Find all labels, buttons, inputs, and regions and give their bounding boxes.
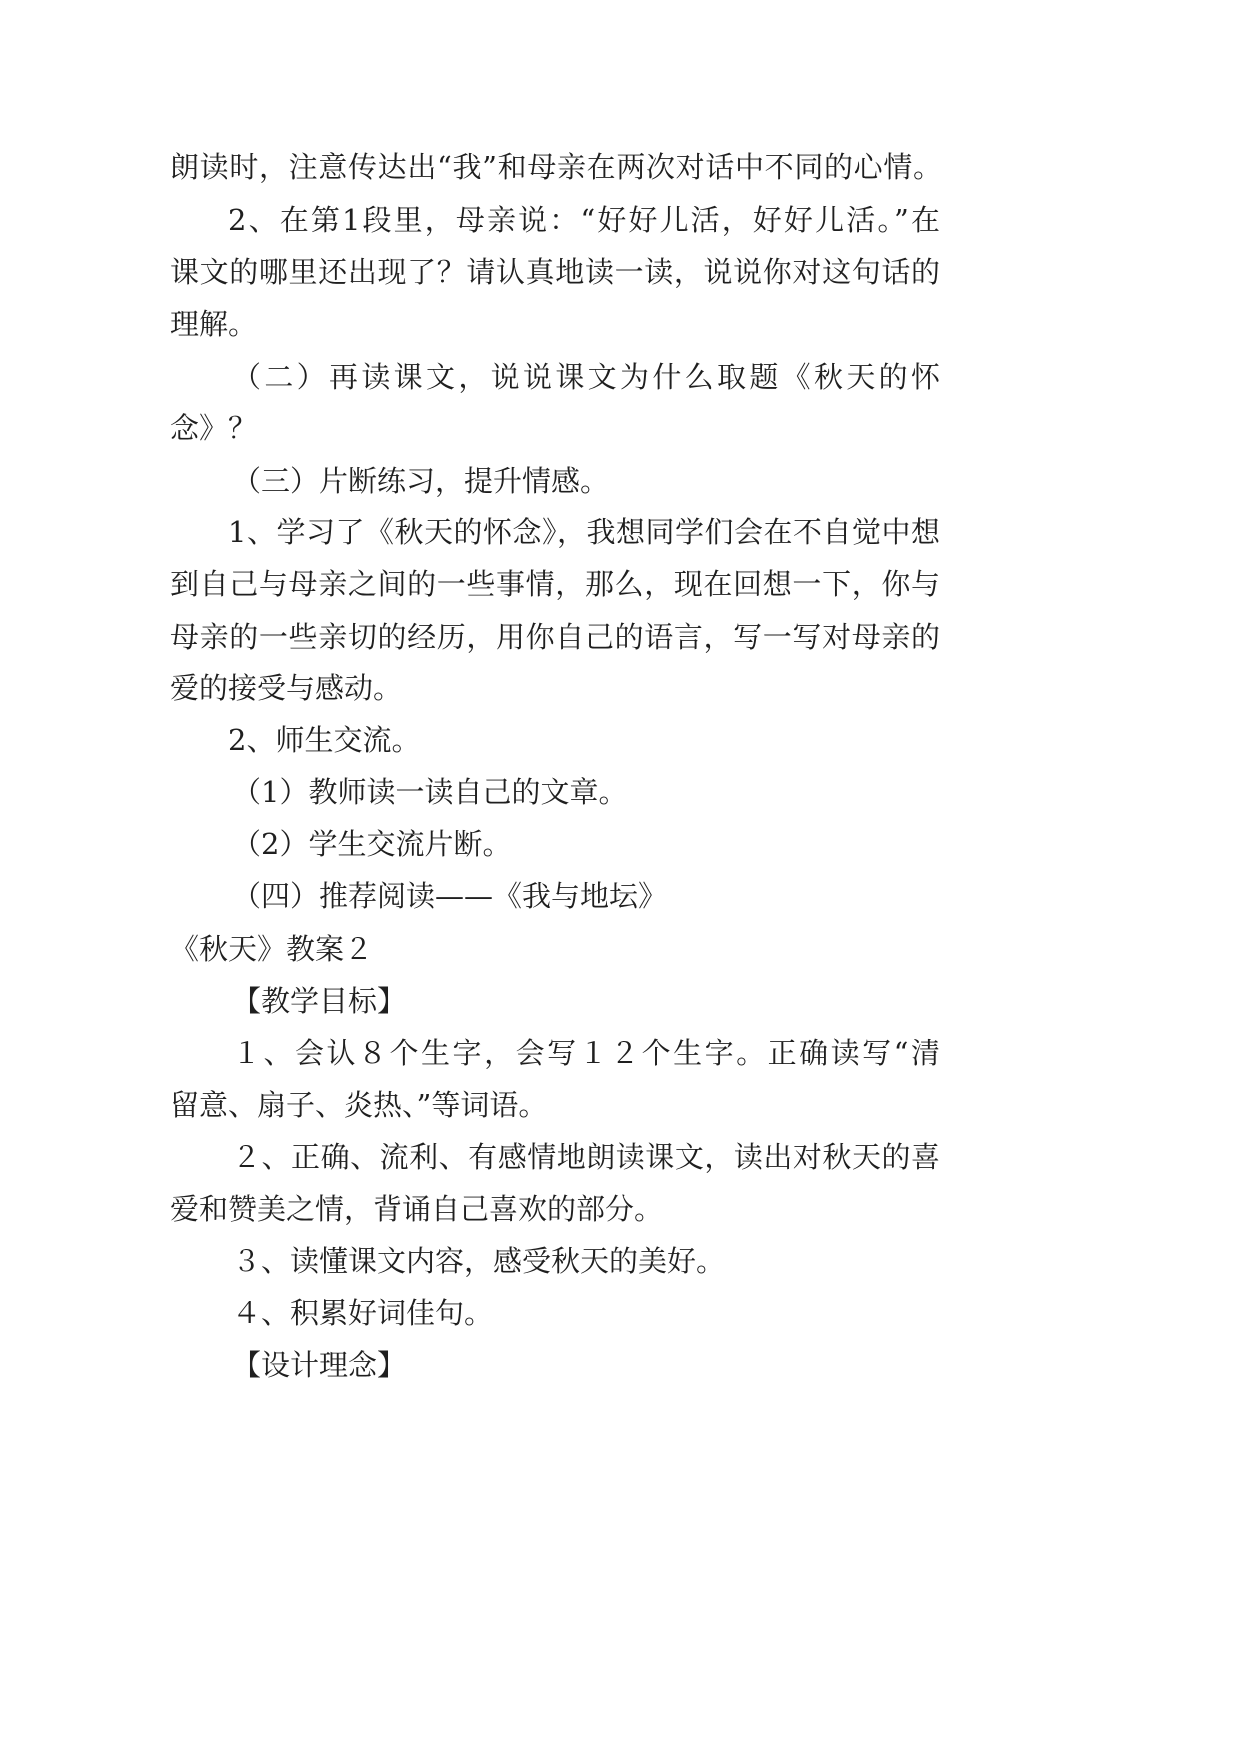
text-line: １、会认８个生字，会写１２个生字。正确读写“清	[232, 1036, 940, 1070]
text-line: 留意、扇子、炎热、”等词语。	[170, 1088, 548, 1122]
text-line: 2、师生交流。	[228, 723, 421, 757]
text-line: 1、学习了《秋天的怀念》，我想同学们会在不自觉中想	[228, 515, 940, 549]
text-line: （四）推荐阅读——《我与地坛》	[232, 879, 668, 913]
text-line: ３、读懂课文内容，感受秋天的美好。	[232, 1244, 726, 1278]
text-line: 母亲的一些亲切的经历，用你自己的语言，写一写对母亲的	[170, 620, 940, 654]
text-line: （1）教师读一读自己的文章。	[232, 775, 628, 809]
text-line: 朗读时，注意传达出“我”和母亲在两次对话中不同的心情。	[170, 150, 942, 184]
text-line: 念》？	[170, 411, 258, 445]
subsection-heading: 【教学目标】	[232, 984, 407, 1018]
text-line: 爱和赞美之情，背诵自己喜欢的部分。	[170, 1192, 664, 1226]
text-line: （2）学生交流片断。	[232, 827, 512, 861]
text-line: 2、在第1段里，母亲说：“好好儿活，好好儿活。”在	[228, 203, 940, 237]
text-line: （二）再读课文，说说课文为什么取题《秋天的怀	[232, 360, 940, 394]
text-line: 理解。	[170, 307, 258, 341]
section-heading: 《秋天》教案２	[170, 932, 374, 966]
text-line: ４、积累好词佳句。	[232, 1296, 494, 1330]
text-line: （三）片断练习，提升情感。	[232, 464, 610, 498]
text-line: 课文的哪里还出现了？请认真地读一读，说说你对这句话的	[170, 255, 940, 289]
text-line: 爱的接受与感动。	[170, 671, 403, 705]
subsection-heading: 【设计理念】	[232, 1348, 407, 1382]
text-line: 到自己与母亲之间的一些事情，那么，现在回想一下，你与	[170, 567, 940, 601]
text-line: ２、正确、流利、有感情地朗读课文，读出对秋天的喜	[232, 1140, 940, 1174]
